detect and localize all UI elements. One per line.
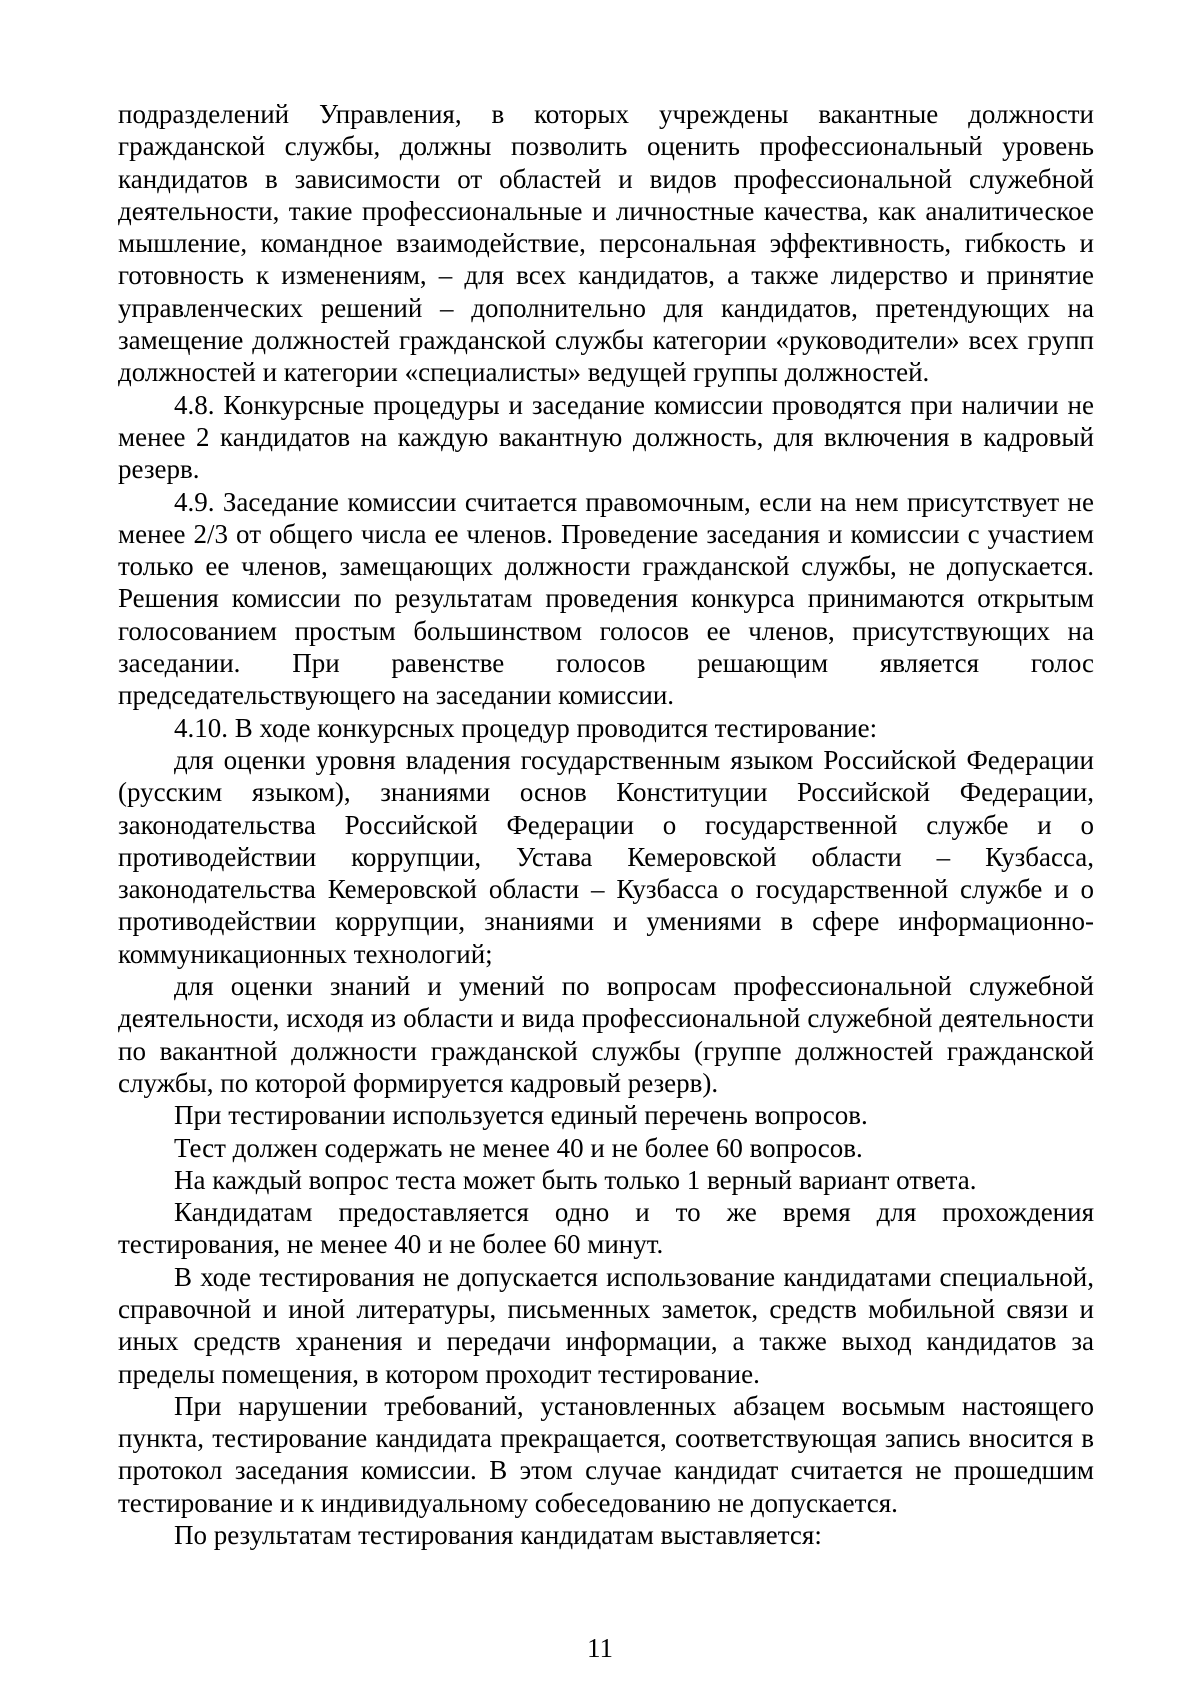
document-body xyxy=(118,98,1094,1551)
paragraph-question-list: При тестировании используется единый перечень вопросов. xyxy=(174,1100,868,1131)
page-number: 11 xyxy=(587,1633,613,1663)
paragraph-4-8: 4.8. Конкурсные процедуры и заседание комиссии проводятся при наличии не менее 2 кандидатов на каждую вакантную должность, для включения в кадровый резерв. xyxy=(118,389,1094,485)
paragraph-violation: При нарушении требований, установленных абзацем восьмым настоящего пункта, тестирование кандидата прекращается, соответствующая запись вносится в протокол заседания комиссии. В этом случае кандидат считается не прошедшим тестирование и к индивидуальному собеседованию не допускается. xyxy=(118,1390,1094,1518)
paragraph-question-count: Тест должен содержать не менее 40 и не более 60 вопросов. xyxy=(174,1132,863,1163)
paragraph-single-answer: На каждый вопрос теста может быть только 1 верный вариант ответа. xyxy=(174,1164,977,1195)
paragraph-testing-professional: для оценки знаний и умений по вопросам профессиональной служебной деятельности, исходя из области и вида профессиональной служебной деятельности по вакантной должности гражданской службы (группе должностей гражданской службы, по которой формируется кадровый резерв). xyxy=(118,971,1094,1098)
paragraph-continuation: подразделений Управления, в которых учреждены вакантные должности гражданской службы, должны позволить оценить профессиональный уровень кандидатов в зависимости от областей и видов профессиональной служебной деятельности, такие профессиональные и личностные качества, как аналитическое мышление, командное взаимодействие, персональная эффективность, гибкость и готовность к изменениям, – для всех кандидатов, а также лидерство и принятие управленческих решений – дополнительно для кандидатов, претендующих на замещение должностей гражданской службы категории «руководители» всех групп должностей и категории «специалисты» ведущей группы должностей. xyxy=(118,99,1094,388)
paragraph-results: По результатам тестирования кандидатам выставляется: xyxy=(174,1520,822,1551)
paragraph-test-duration: Кандидатам предоставляется одно и то же время для прохождения тестирования, не менее 40 и не более 60 минут. xyxy=(118,1197,1094,1260)
paragraph-testing-language: для оценки уровня владения государственным языком Российской Федерации (русским языком), знаниями основ Конституции Российской Федерации, законодательства Российской Федерации о государственной службе и о противодействии коррупции, Устава Кемеровской области – Кузбасса, законодательства Кемеровской области – Кузбасса о государственной службе и о противодействии коррупции, знаниями и умениями в сфере информационно-коммуникационных технологий; xyxy=(118,744,1094,969)
paragraph-4-10: 4.10. В ходе конкурсных процедур проводится тестирование: xyxy=(174,712,878,743)
paragraph-4-9: 4.9. Заседание комиссии считается правомочным, если на нем присутствует не менее 2/3 от общего числа ее членов. Проведение заседания и комиссии с участием только ее членов, замещающих должности гражданской службы, не допускается. Решения комиссии по результатам проведения конкурса принимаются открытым голосованием простым большинством голосов ее членов, присутствующих на заседании. При равенстве голосов решающим является голос председательствующего на заседании комиссии. xyxy=(118,486,1094,711)
paragraph-prohibited-materials: В ходе тестирования не допускается использование кандидатами специальной, справочной и иной литературы, письменных заметок, средств мобильной связи и иных средств хранения и передачи информации, а также выход кандидатов за пределы помещения, в котором проходит тестирование. xyxy=(118,1261,1094,1389)
